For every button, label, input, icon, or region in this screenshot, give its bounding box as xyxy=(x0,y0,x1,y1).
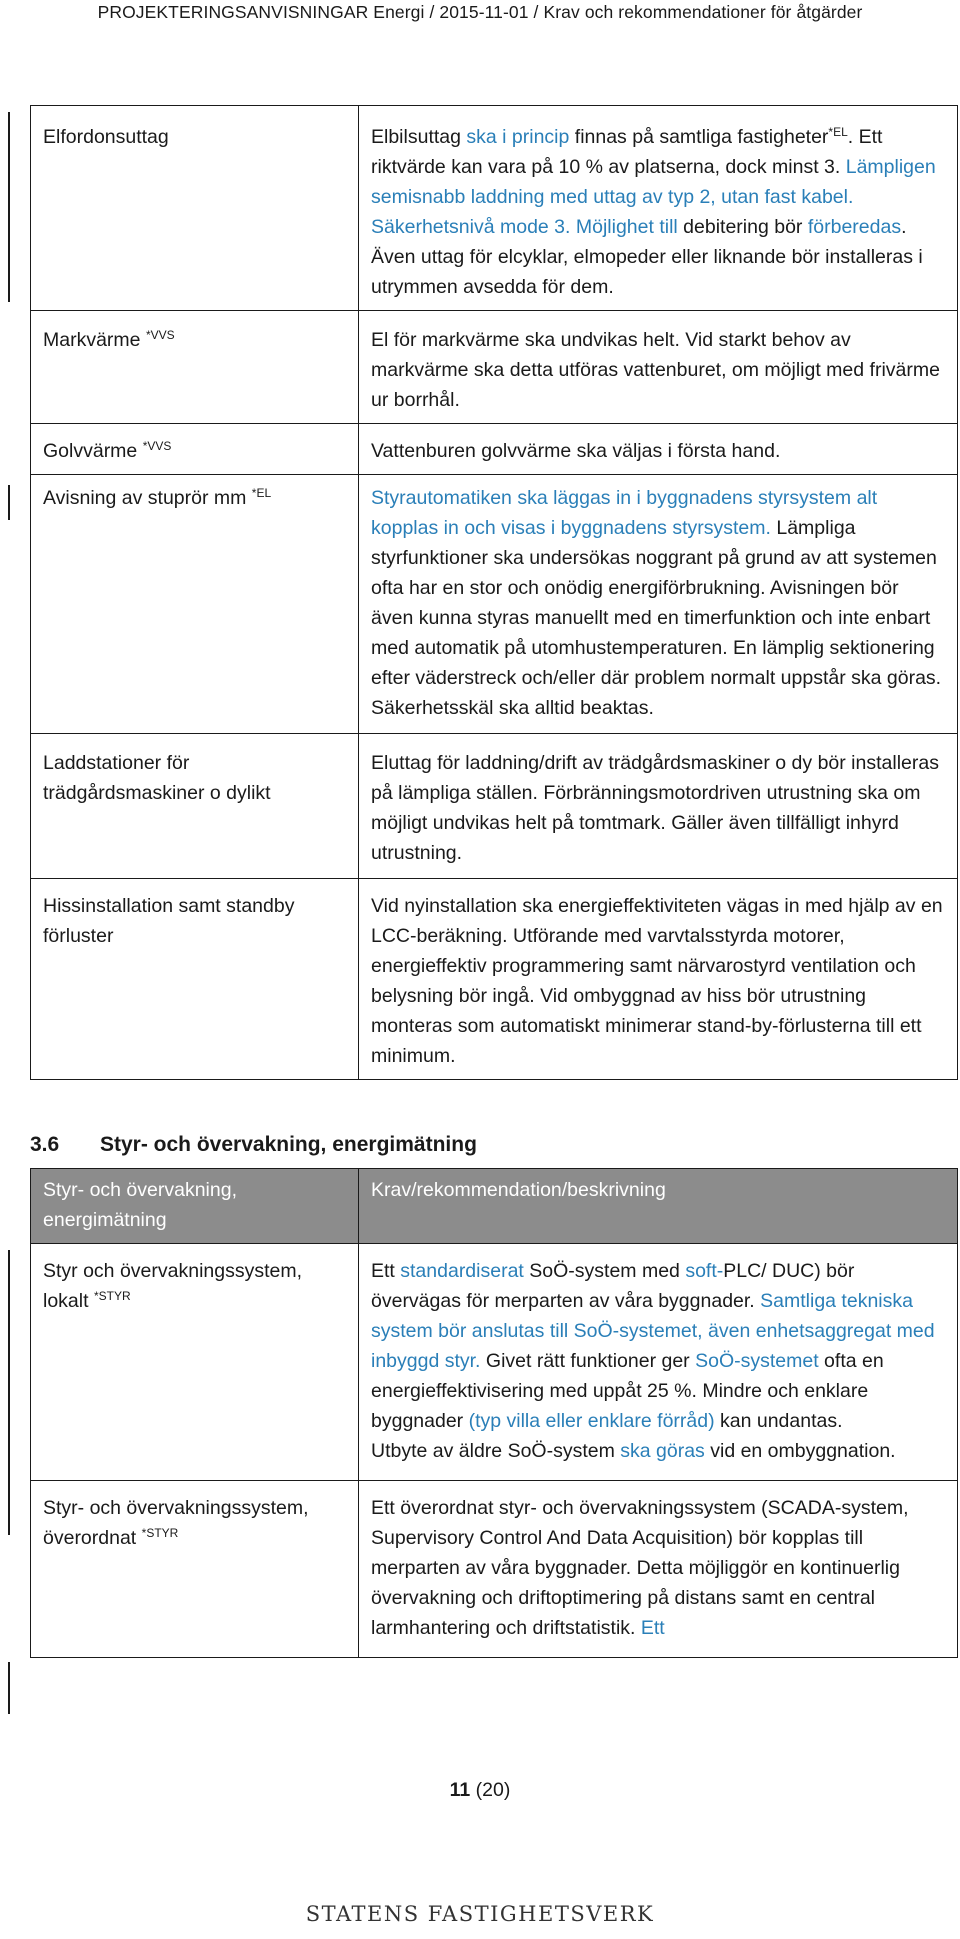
page-number xyxy=(0,1779,960,1802)
requirements-table-control xyxy=(30,1168,958,1658)
change-bar xyxy=(8,1662,10,1714)
table-row xyxy=(31,475,958,734)
section-title: Styr- och övervakning, energimätning xyxy=(100,1133,477,1156)
text-revision: Samtliga tekniska system bör anslutas till SoÖ-systemet, även enhetsaggregat med inbyggd styr. xyxy=(371,1290,935,1372)
row-description xyxy=(359,311,958,424)
text-revision: soft- xyxy=(685,1260,724,1282)
text-segment: Ett överordnat styr- och övervakningssystem (SCADA-system, Supervisory Control And Data Acquisition) bör kopplas till merparten av våra byggnader. Detta möjliggör en kontinuerlig övervakning och driftoptimering på distans samt en central larmhantering och driftstatistik. xyxy=(371,1497,909,1639)
row-label-text: Avisning av stuprör mm xyxy=(43,487,252,509)
table-header-row xyxy=(31,1169,958,1244)
text-segment: debitering bör xyxy=(677,216,808,238)
row-description xyxy=(359,1244,958,1481)
text-segment: . Ett riktvärde kan vara på 10 % av platserna, dock minst 3. xyxy=(371,126,883,178)
row-label-text: Laddstationer för trädgårdsmaskiner o dylikt xyxy=(43,752,271,804)
text-segment: Ett xyxy=(371,1260,401,1282)
text-segment: Vid nyinstallation ska energieffektiviteten vägas in med hjälp av en LCC-beräkning. Utförande med varvtalsstyrda motorer, energieffektiv programmering samt närvarostyrd ventilation och belysning bör ingå. Vid ombyggnad av hiss bör utrustning monteras som automatiskt minimerar stand-by-förlusterna till ett minimum. xyxy=(371,895,943,1067)
row-description xyxy=(359,424,958,475)
page-total: (20) xyxy=(475,1779,511,1801)
row-label xyxy=(31,734,359,879)
text-revision: Lämpligen semisnabb laddning med uttag av typ 2, utan fast kabel. Säkerhetsnivå mode 3. Möjlighet till xyxy=(371,156,936,238)
table-row xyxy=(31,311,958,424)
text-segment: Givet rätt funktioner ger xyxy=(480,1350,696,1372)
text-revision: ska i princip xyxy=(466,126,570,148)
change-bar xyxy=(8,112,10,302)
row-label xyxy=(31,475,359,734)
row-description xyxy=(359,106,958,311)
change-bar xyxy=(8,485,10,520)
text-segment: ofta en energieffektivisering med uppåt 25 %. Mindre och enklare byggnader xyxy=(371,1350,884,1432)
row-label-text: Elfordonsuttag xyxy=(43,126,169,148)
text-revision: Ett xyxy=(640,1617,665,1639)
text-segment: kan undantas. xyxy=(714,1410,843,1432)
row-label-text: Markvärme xyxy=(43,329,146,351)
text-segment: PLC/ DUC) bör övervägas för merparten av våra byggnader. xyxy=(371,1260,855,1312)
requirements-table-energy xyxy=(30,105,958,1080)
row-label-text: Styr och övervakningssystem, lokalt xyxy=(43,1260,303,1312)
text-segment: Utbyte av äldre SoÖ-system xyxy=(371,1440,621,1462)
row-label xyxy=(31,106,359,311)
text-segment: vid en ombyggnation. xyxy=(704,1440,896,1462)
row-label xyxy=(31,1481,359,1658)
section-number: 3.6 xyxy=(30,1133,60,1156)
header-cell-category: Styr- och övervakning, energimätning xyxy=(31,1169,359,1244)
page-current: 11 xyxy=(449,1779,471,1801)
table-row xyxy=(31,734,958,879)
agency-logo: STATENS FASTIGHETSVERK xyxy=(305,1902,655,1926)
section-heading xyxy=(30,1133,477,1157)
header-cell-requirement: Krav/rekommendation/beskrivning xyxy=(359,1169,958,1244)
table-row xyxy=(31,106,958,311)
row-label xyxy=(31,879,359,1080)
text-revision: förberedas xyxy=(807,216,902,238)
text-segment: El för markvärme ska undvikas helt. Vid starkt behov av markvärme ska detta utföras vattenburet, om möjligt med frivärme ur borrhål. xyxy=(371,329,940,411)
discipline-tag: *VVS xyxy=(145,328,175,342)
table-row xyxy=(31,424,958,475)
table-row xyxy=(31,1244,958,1481)
text-revision: standardiserat xyxy=(400,1260,524,1282)
discipline-tag: *EL xyxy=(828,125,848,139)
discipline-tag: *STYR xyxy=(141,1526,179,1540)
text-segment: Lämpliga styrfunktioner ska undersökas noggrant på grund av att systemen ofta har en stor och onödig energiförbrukning. Avisningen bör även kunna styras manuellt med en timerfunktion och inte enbart med automatik på utomhustemperaturen. En lämplig sektionering efter väderstreck och/eller där problem normalt uppstår ska göras. Säkerhetsskäl ska alltid beaktas. xyxy=(371,517,942,719)
text-segment: Elbilsuttag xyxy=(371,126,467,148)
row-description xyxy=(359,879,958,1080)
discipline-tag: *EL xyxy=(251,486,272,500)
discipline-tag: *VVS xyxy=(142,439,172,453)
row-label xyxy=(31,1244,359,1481)
text-revision: (typ villa eller enklare förråd) xyxy=(468,1410,715,1432)
text-segment: Eluttag för laddning/drift av trädgårdsmaskiner o dy bör installeras på lämpliga ställen. Förbränningsmotordriven utrustning ska om möjligt undvikas helt på tomtmark. Gäller även tillfälligt inhyrd utrustning. xyxy=(371,752,939,864)
table-row xyxy=(31,1481,958,1658)
row-label xyxy=(31,311,359,424)
text-segment: . Även uttag för elcyklar, elmopeder eller liknande bör installeras i utrymmen avsedda för dem. xyxy=(371,216,923,298)
row-description xyxy=(359,475,958,734)
text-segment: Vattenburen golvvärme ska väljas i första hand. xyxy=(371,440,781,462)
discipline-tag: *STYR xyxy=(93,1289,131,1303)
change-bar xyxy=(8,1250,10,1535)
row-label-text: Hissinstallation samt standby förluster xyxy=(43,895,295,947)
row-description xyxy=(359,734,958,879)
text-segment: finnas på samtliga fastigheter xyxy=(569,126,829,148)
text-revision: Styrautomatiken ska läggas in i byggnadens styrsystem alt kopplas in och visas i byggnadens styrsystem. xyxy=(371,487,878,539)
row-label-text: Golvvärme xyxy=(43,440,143,462)
text-segment: SoÖ-system med xyxy=(523,1260,686,1282)
table-row xyxy=(31,879,958,1080)
row-label xyxy=(31,424,359,475)
text-revision: SoÖ-systemet xyxy=(695,1350,819,1372)
row-description xyxy=(359,1481,958,1658)
row-label-text: Styr- och övervakningssystem, överordnat xyxy=(43,1497,309,1549)
text-revision: ska göras xyxy=(620,1440,705,1462)
running-header: PROJEKTERINGSANVISNINGAR Energi / 2015-11-01 / Krav och rekommendationer för åtgärder xyxy=(97,2,863,22)
